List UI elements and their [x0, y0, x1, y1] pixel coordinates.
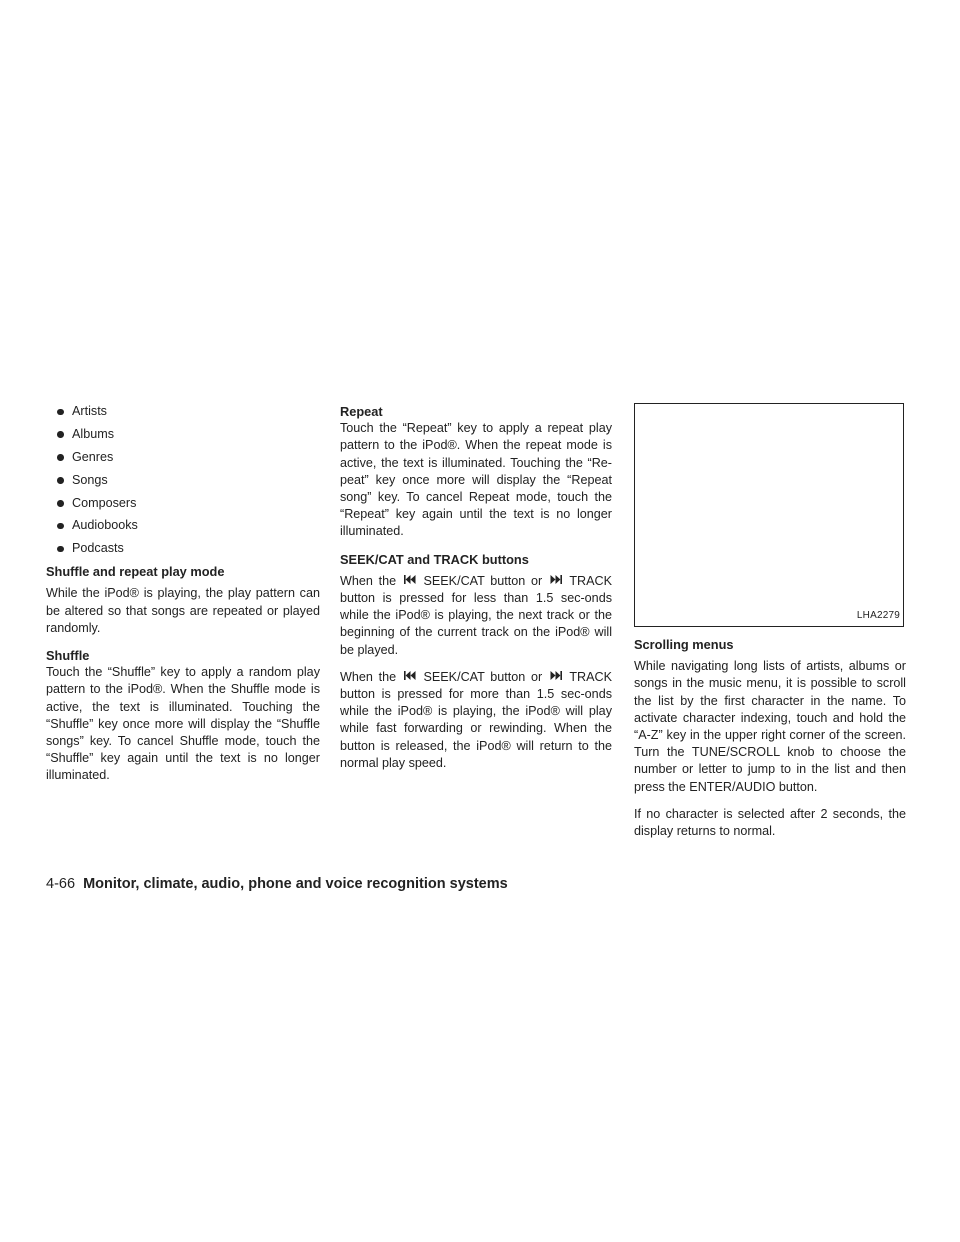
text-fragment: SEEK/CAT button or [423, 573, 543, 588]
seek-paragraph-short-press [340, 573, 612, 659]
list-item: Composers [46, 495, 320, 512]
seek-paragraph-long-press [340, 669, 612, 772]
seek-back-icon [404, 671, 416, 680]
column-2 [340, 403, 612, 782]
column-3 [634, 403, 906, 850]
text-fragment: TRACK button is pressed for more than 1.5 sec-onds while the iPod® is playing, the iPod® will play while fast forwarding or rewinding. When the button is released, the iPod® will return to the normal play speed. [340, 669, 613, 770]
track-forward-icon [550, 575, 562, 584]
scrolling-paragraph-1: While navigating long lists of artists, albums or songs in the music menu, it is possible to scroll the list by the first character in the name. To activate character indexing, touch and hold the “A-Z” key in the upper right corner of the screen. Turn the TUNE/SCROLL knob to choose the number or letter to jump to in the list and then press the ENTER/AUDIO button. [634, 659, 906, 794]
track-forward-icon [550, 671, 562, 680]
text-fragment: When the [340, 573, 397, 588]
scrolling-paragraph-2: If no character is selected after 2 seconds, the display returns to normal. [634, 806, 906, 839]
text-fragment: SEEK/CAT button or [423, 669, 543, 684]
figure-label: LHA2279 [856, 609, 900, 621]
list-item: Genres [46, 449, 320, 466]
text-fragment: When the [340, 669, 397, 684]
section-heading-seek-track: SEEK/CAT and TRACK buttons [340, 551, 529, 567]
page-footer [46, 876, 508, 892]
subheading-shuffle: Shuffle [46, 648, 90, 664]
list-item: Artists [46, 403, 320, 420]
page-number: 4-66 [46, 876, 76, 892]
list-item: Audiobooks [46, 517, 320, 534]
list-item: Songs [46, 472, 320, 489]
text-fragment: TRACK button is pressed for less than 1.5 sec-onds while the iPod® is playing, the next track or the beginning of the current track on the iPod® will be played. [340, 573, 613, 657]
shuffle-paragraph: Touch the “Shuffle” key to apply a random play pattern to the iPod®. When the Shuffle mode is active, the text is illuminated. Touching the “Shuffle” key once more will display the “Shuffle songs” key. To cancel Shuffle mode, touch the “Shuffle” key again until the text is no longer illuminated. [46, 665, 320, 783]
section-heading-shuffle-repeat: Shuffle and repeat play mode [46, 564, 225, 580]
list-item: Albums [46, 426, 320, 443]
shuffle-repeat-intro: While the iPod® is playing, the play pattern can be altered so that songs are repeated or played randomly. [46, 586, 320, 635]
figure-frame [634, 403, 904, 627]
seek-back-icon [404, 575, 416, 584]
column-1 [46, 403, 320, 795]
subheading-scrolling-menus: Scrolling menus [634, 637, 734, 652]
chapter-title: Monitor, climate, audio, phone and voice recognition systems [83, 876, 508, 892]
category-list [46, 403, 320, 558]
repeat-paragraph: Touch the “Repeat” key to apply a repeat play pattern to the iPod®. When the repeat mode is active, the text is illuminated. Touching the “Re-peat” key once more will display the “Repeat song” key. To cancel Repeat mode, touch the “Repeat” key again until the text is no longer illuminated. [340, 421, 612, 539]
subheading-repeat: Repeat [340, 404, 383, 419]
list-item: Podcasts [46, 540, 320, 557]
